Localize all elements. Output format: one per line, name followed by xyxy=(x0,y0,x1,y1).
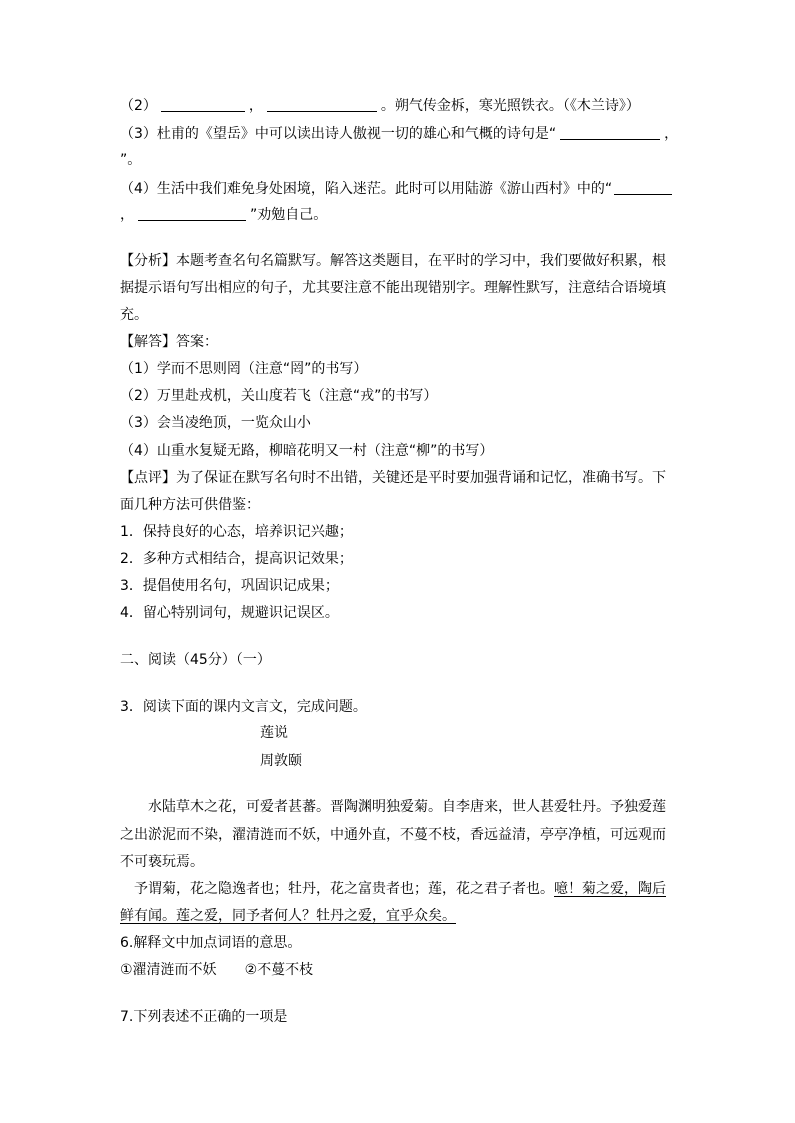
separator: ， xyxy=(664,126,679,142)
underlined-sentence: 鲜有闻。莲之爱，同予者何人？牡丹之爱，宜乎众矣。 xyxy=(120,908,456,924)
comment-item: 1．保持良好的心态，培养识记兴趣； xyxy=(120,524,353,540)
separator: ， xyxy=(248,98,263,114)
answer-title: 【解答】答案： xyxy=(120,334,218,350)
question-4-line xyxy=(120,180,672,198)
question-text: （3）杜甫的《望岳》中可以读出诗人傲视一切的雄心和气概的诗句是“ xyxy=(120,126,557,142)
answer-item: （4）山重水复疑无路，柳暗花明又一村（注意“柳”的书写） xyxy=(120,443,494,459)
answer-blank[interactable] xyxy=(614,180,672,195)
question-text: （4）生活中我们难免身处困境，陷入迷茫。此时可以用陆游《游山西村》中的“ xyxy=(120,181,613,197)
question-6: 6.解释文中加点词语的意思。 xyxy=(120,935,302,951)
question-7: 7.下列表述不正确的一项是 xyxy=(120,1009,288,1025)
comment-item: 3．提倡使用名句，巩固识记成果； xyxy=(120,578,339,594)
comment-line: 面几种方法可供借鉴： xyxy=(120,497,260,513)
question-3-intro: 3．阅读下面的课内文言文，完成问题。 xyxy=(120,699,367,715)
passage-line: 之出淤泥而不染，濯清涟而不妖，中通外直，不蔓不枝，香远益清，亭亭净植，可远观而 xyxy=(120,827,666,843)
question-6-options xyxy=(120,961,313,979)
answer-blank[interactable] xyxy=(161,97,245,112)
answer-blank[interactable] xyxy=(267,97,377,112)
option-2: ②不蔓不枝 xyxy=(244,962,314,978)
question-3-line xyxy=(120,125,678,143)
question-text: 。朔气传金柝，寒光照铁衣。（《木兰诗》） xyxy=(380,98,640,114)
analysis-line: 据提示语句写出相应的句子，尤其要注意不能出现错别字。理解性默写，注意结合语境填 xyxy=(120,280,666,296)
comment-line: 【点评】为了保证在默写名句时不出错，关键还是平时要加强背诵和记忆，准确书写。下 xyxy=(120,470,666,486)
option-1: ①濯清涟而不妖 xyxy=(120,962,217,978)
passage-line: 水陆草木之花，可爱者甚蕃。晋陶渊明独爱菊。自李唐来，世人甚爱牡丹。予独爱莲 xyxy=(148,799,666,815)
section-title: 二、阅读（45分）（一） xyxy=(120,652,271,668)
question-3-line2: ”。 xyxy=(120,152,142,168)
question-4-line2 xyxy=(120,206,327,224)
passage-title: 莲说 xyxy=(260,725,288,741)
question-2-line xyxy=(120,97,640,115)
passage-line xyxy=(134,880,666,898)
analysis-line: 充。 xyxy=(120,307,148,323)
passage-author: 周敦颐 xyxy=(260,753,302,769)
answer-item: （2）万里赴戎机，关山度若飞（注意“戎”的书写） xyxy=(120,388,438,404)
answer-item: （3）会当凌绝顶，一览众山小 xyxy=(120,415,311,431)
comment-item: 2．多种方式相结合，提高识记效果； xyxy=(120,551,353,567)
passage-text: 予谓菊，花之隐逸者也；牡丹，花之富贵者也；莲，花之君子者也。 xyxy=(134,881,554,897)
answer-item: （1）学而不思则罔（注意“罔”的书写） xyxy=(120,361,368,377)
separator: ， xyxy=(120,207,134,223)
underlined-sentence: 噫！菊之爱，陶后 xyxy=(554,881,666,897)
passage-line: 不可亵玩焉。 xyxy=(120,854,204,870)
analysis-line: 【分析】本题考查名句名篇默写。解答这类题目，在平时的学习中，我们要做好积累，根 xyxy=(120,253,666,269)
answer-blank[interactable] xyxy=(560,125,660,140)
question-number: （2） xyxy=(120,98,157,114)
answer-blank[interactable] xyxy=(138,206,246,221)
question-text: ”劝勉自己。 xyxy=(250,207,328,223)
comment-item: 4．留心特别词句，规避识记误区。 xyxy=(120,605,339,621)
